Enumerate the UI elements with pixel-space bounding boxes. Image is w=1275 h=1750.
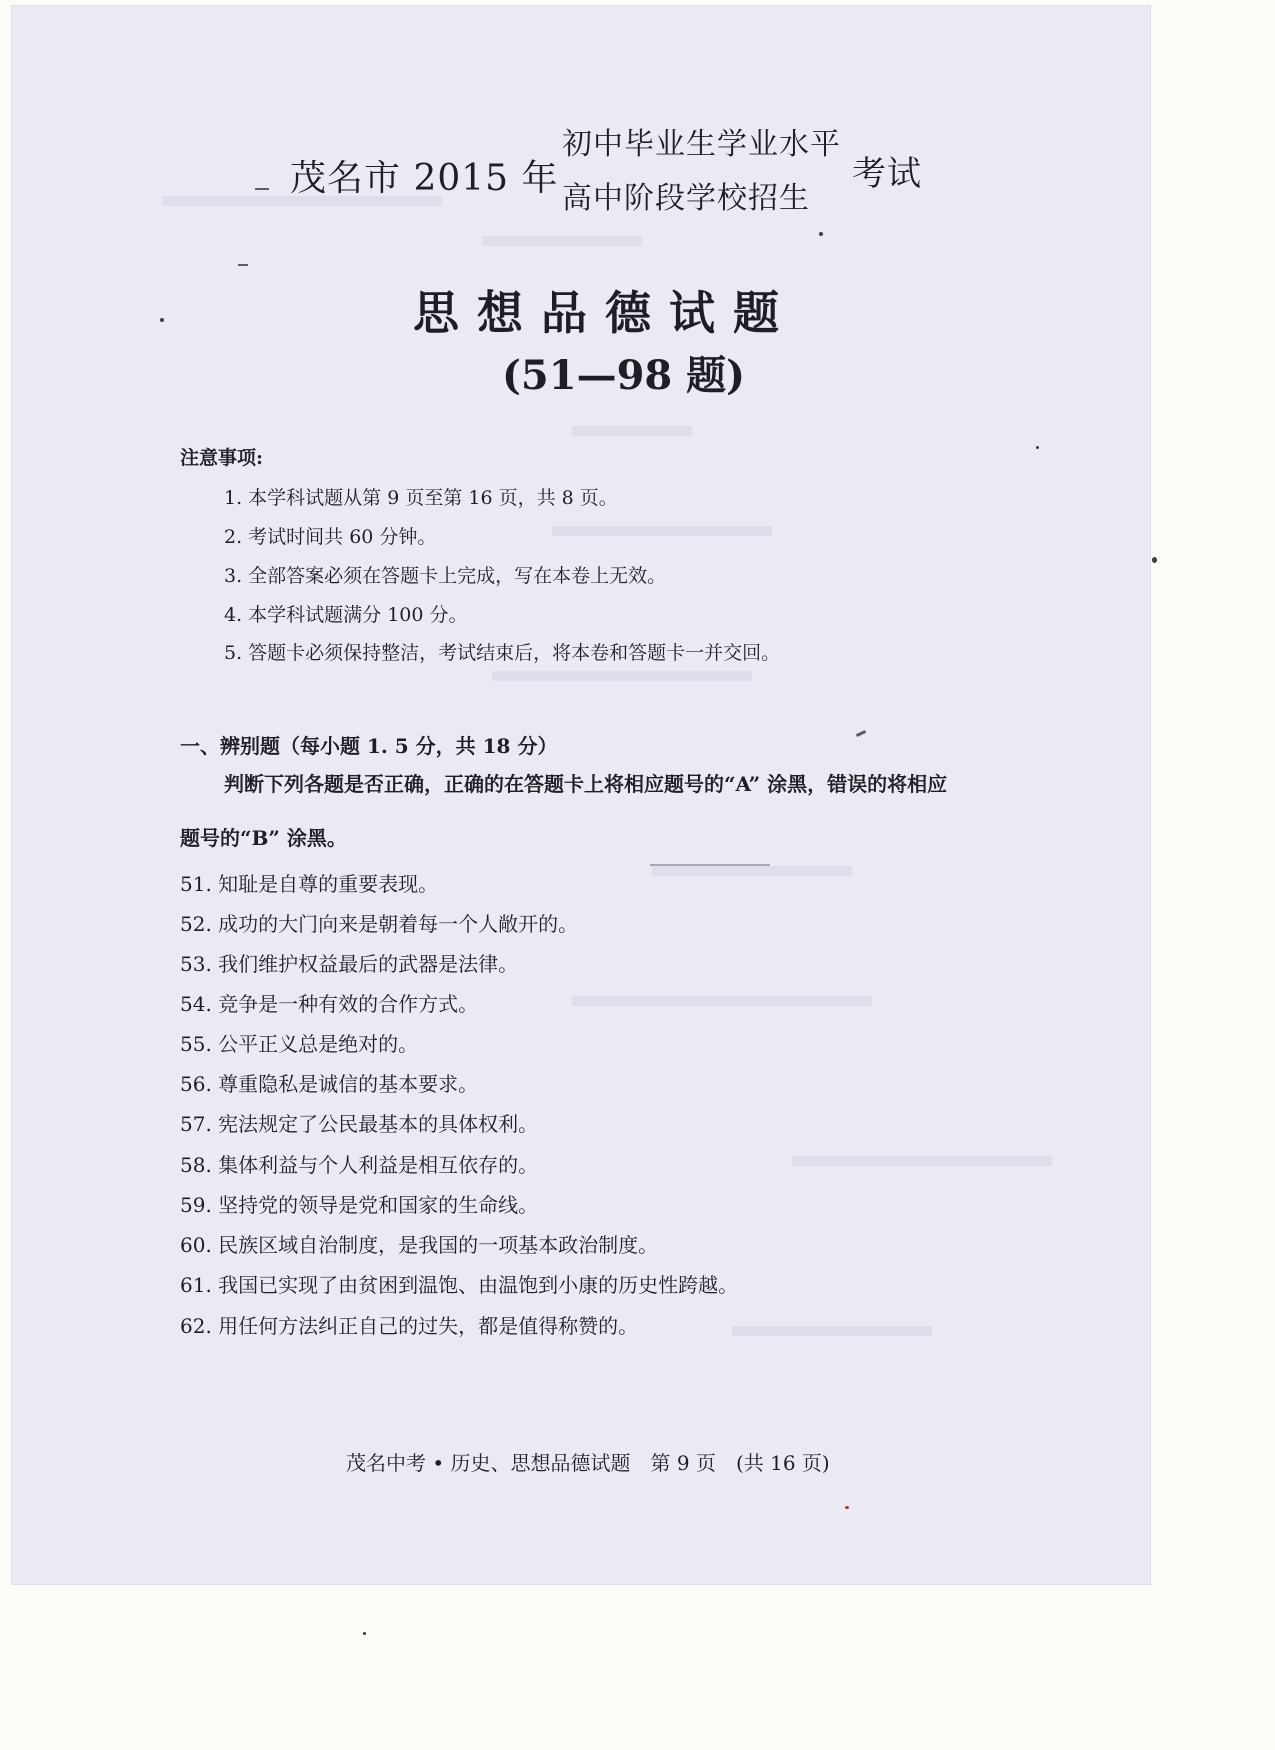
header-city-year: 茂名市 2015 年: [290, 158, 559, 199]
question-item: 56. 尊重隐私是诚信的基本要求。: [180, 1072, 479, 1096]
header-suffix: 考试: [852, 154, 922, 194]
question-item: 52. 成功的大门向来是朝着每一个人敞开的。: [180, 912, 579, 936]
question-item: 62. 用任何方法纠正自己的过失，都是值得称赞的。: [180, 1314, 639, 1338]
section-instruction-line1: 判断下列各题是否正确，正确的在答题卡上将相应题号的“A” 涂黑，错误的将相应: [224, 772, 948, 796]
header-line-top: 初中毕业生学业水平: [562, 127, 841, 162]
scan-speck: [845, 1506, 849, 1509]
question-item: 51. 知耻是自尊的重要表现。: [180, 872, 439, 896]
question-item: 61. 我国已实现了由贫困到温饱、由温饱到小康的历史性跨越。: [180, 1273, 739, 1297]
header-exam-name-stack: [562, 118, 841, 226]
section-instruction-line2: 题号的“B” 涂黑。: [180, 826, 347, 850]
scan-speck: [160, 318, 164, 322]
question-item: 57. 宪法规定了公民最基本的具体权利。: [180, 1112, 539, 1136]
question-item: 53. 我们维护权益最后的武器是法律。: [180, 952, 519, 976]
scan-speck: [238, 264, 248, 266]
note-item: 3. 全部答案必须在答题卡上完成，写在本卷上无效。: [224, 565, 667, 587]
note-item: 1. 本学科试题从第 9 页至第 16 页，共 8 页。: [224, 487, 618, 509]
note-item: 2. 考试时间共 60 分钟。: [224, 526, 437, 548]
scan-speck: [819, 232, 823, 236]
header-line-bottom: 高中阶段学校招生: [562, 181, 810, 216]
note-item: 5. 答题卡必须保持整洁，考试结束后，将本卷和答题卡一并交回。: [224, 642, 781, 664]
question-item: 60. 民族区域自治制度，是我国的一项基本政治制度。: [180, 1233, 659, 1257]
question-item: 55. 公平正义总是绝对的。: [180, 1032, 419, 1056]
scan-speck: [856, 730, 866, 737]
question-item: 58. 集体利益与个人利益是相互依存的。: [180, 1153, 539, 1177]
page-title: 思想品德试题: [413, 286, 797, 340]
scan-speck: [1152, 557, 1157, 563]
note-item: 4. 本学科试题满分 100 分。: [224, 604, 468, 626]
page-subtitle: (51—98 题): [502, 352, 746, 399]
question-item: 59. 坚持党的领导是党和国家的生命线。: [180, 1193, 539, 1217]
scan-speck: [363, 1632, 366, 1635]
section-heading: 一、辨别题（每小题 1. 5 分，共 18 分）: [180, 734, 558, 758]
scan-speck: [255, 188, 269, 190]
page-footer: 茂名中考 • 历史、思想品德试题 第 9 页 (共 16 页): [346, 1451, 830, 1475]
scan-speck: [650, 864, 770, 866]
question-item: 54. 竞争是一种有效的合作方式。: [180, 992, 479, 1016]
scan-speck: [1036, 446, 1039, 449]
notes-heading: 注意事项:: [180, 447, 264, 469]
